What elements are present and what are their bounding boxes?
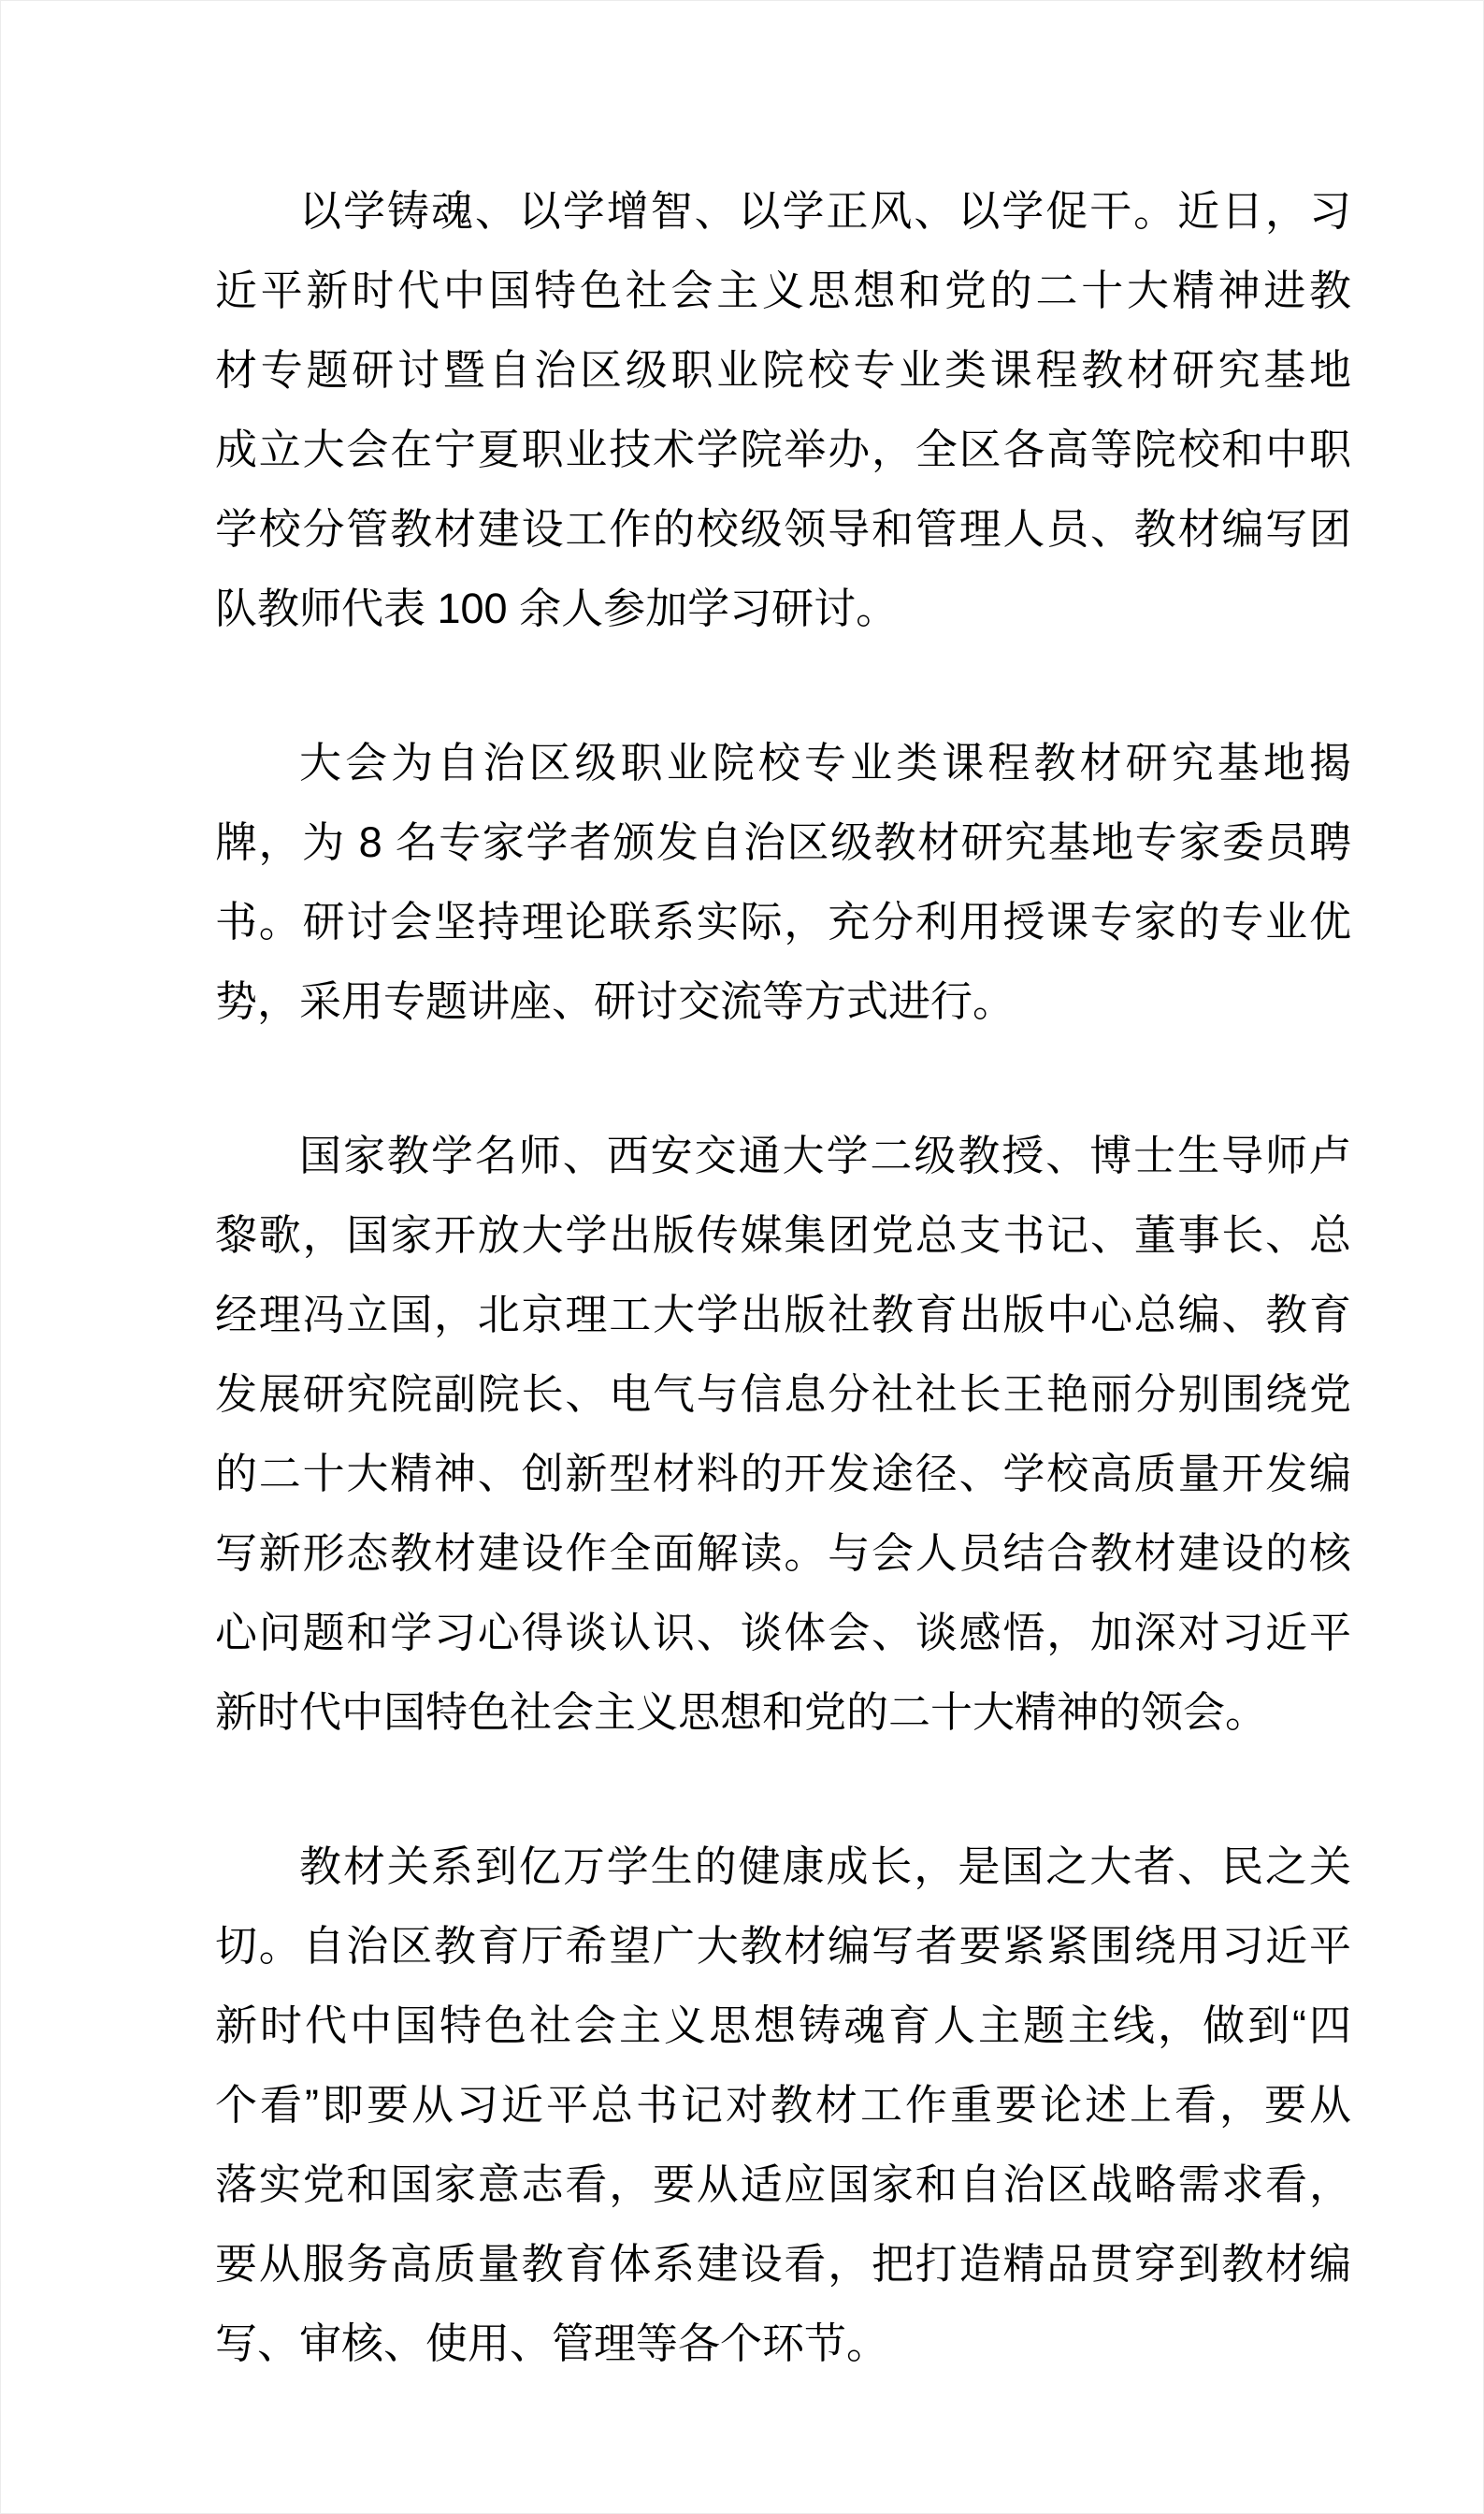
text-line: 国家教学名师、西安交通大学二级教授、博士生导师卢 — [299, 1132, 1351, 1179]
paragraph — [215, 1116, 1351, 1752]
text-line: 的二十大精神、创新型材料的开发途径、学校高质量开发编 — [215, 1450, 1351, 1497]
text-line: 发展研究院副院长、电气与信息分社社长王艳丽分别围绕党 — [215, 1370, 1351, 1418]
text-line: 心问题和学习心得谈认识、谈体会、谈感悟，加深对习近平 — [215, 1609, 1351, 1656]
text-line: 以学铸魂、以学增智、以学正风、以学促干。近日，习 — [299, 187, 1351, 235]
text-line: 写新形态教材建设作全面解读。与会人员结合教材建设的核 — [215, 1529, 1351, 1577]
article-body — [215, 171, 1351, 2383]
text-line: 切。自治区教育厅希望广大教材编写者要紧紧围绕用习近平 — [215, 1922, 1351, 1970]
text-line: 新时代中国特色社会主义思想铸魂育人主题主线，做到“四 — [215, 2001, 1351, 2049]
text-line: 势，采用专题讲座、研讨交流等方式进行。 — [215, 977, 1016, 1025]
text-line: 材专题研讨暨自治区级职业院校专业类课程教材研究基地 — [215, 346, 1351, 394]
paragraph — [215, 1827, 1351, 2383]
text-line: 队教师代表 100 余人参加学习研讨。 — [215, 585, 899, 632]
text-line: 牌，为 8 名专家学者颁发自治区级教材研究基地专家委员聘 — [215, 818, 1351, 866]
paragraph — [215, 171, 1351, 648]
text-line: 写、审核、使用、管理等各个环节。 — [215, 2319, 889, 2367]
text-line: 成立大会在宁夏职业技术学院举办，全区各高等院校和中职 — [215, 426, 1351, 473]
text-line: 书。研讨会坚持理论联系实际，充分利用授课专家的专业优 — [215, 898, 1351, 946]
text-line: 黎歌，国家开放大学出版传媒集团党总支书记、董事长、总 — [215, 1211, 1351, 1259]
text-line: 教材关系到亿万学生的健康成长，是国之大者、民之关 — [299, 1842, 1351, 1890]
text-line: 落实党和国家意志看，要从适应国家和自治区战略需求看， — [215, 2160, 1351, 2208]
paragraph — [215, 723, 1351, 1041]
text-line: 经理冯立国，北京理工大学出版社教育出版中心总编、教育 — [215, 1291, 1351, 1338]
text-line: 个看”即要从习近平总书记对教材工作重要论述上看，要从 — [215, 2081, 1351, 2129]
text-line: 大会为自治区级职业院校专业类课程教材研究基地揭 — [299, 739, 1351, 787]
text-line: 学校分管教材建设工作的校级领导和管理人员、教材编写团 — [215, 505, 1351, 553]
text-line: 近平新时代中国特色社会主义思想和党的二十大精神进教 — [215, 267, 1351, 314]
text-line: 新时代中国特色社会主义思想和党的二十大精神的领会。 — [215, 1688, 1268, 1736]
text-line: 要从服务高质量教育体系建设看，把打造精品贯穿到教材编 — [215, 2240, 1351, 2288]
